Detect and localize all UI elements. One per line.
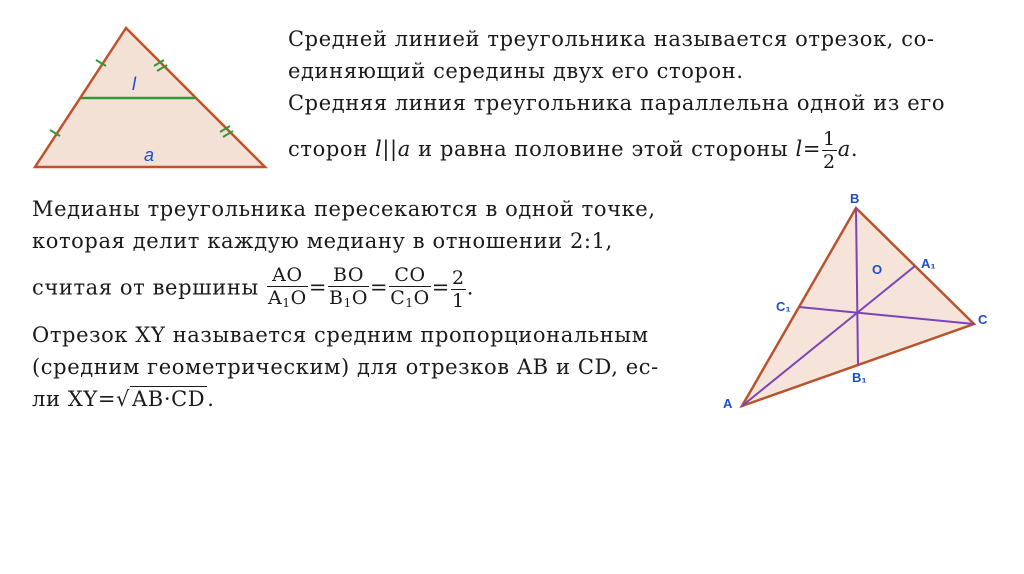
label-c: C	[978, 312, 988, 327]
medians-triangle-figure	[716, 188, 996, 418]
fraction-bo: $\frac{BO}{B_1O}$	[328, 264, 369, 314]
label-a: a	[144, 145, 155, 165]
midline-text-1: Средней линией треугольника называется отрезок, со-	[288, 27, 935, 51]
label-c1: C₁	[776, 299, 791, 314]
symbol-l: l	[375, 137, 383, 161]
radicand: AB·CD	[132, 387, 206, 411]
label-a1: A₁	[921, 256, 936, 271]
label-o: O	[872, 262, 883, 277]
medians-text-1: Медианы треугольника пересекаются в одной точке,	[32, 197, 656, 221]
midline-text-2: единяющий середины двух его сторон.	[288, 59, 744, 83]
label-b1: B₁	[852, 370, 867, 385]
fraction-co: $\frac{CO}{C_1O}$	[389, 264, 431, 314]
symbol-a-2: a	[837, 137, 851, 161]
midline-text-3: Средняя линия треугольника параллельна одной из его	[288, 91, 946, 115]
text-half: и равна половине этой стороны	[418, 137, 789, 161]
proportional-text-2: (средним геометрическим) для отрезков AB и CD, ес-	[32, 355, 659, 379]
fraction-ao: $\frac{AO}{A_1O}$	[267, 264, 308, 314]
fraction-half: $\frac{1}{2}$	[823, 128, 836, 173]
proportional-text-3: ли XY=√AB·CD.	[32, 387, 215, 411]
symbol-eq: =	[802, 137, 822, 161]
label-b: B	[850, 191, 860, 206]
medians-text-2: которая делит каждую медиану в отношении 2:1,	[32, 229, 613, 253]
symbol-parallel: ||	[382, 137, 398, 161]
medians-text-3: считая от вершины $\frac{AO}{A_1O}$ = $\frac{BO}{B_1O}$ = $\frac{CO}{C_1O}$ = $\frac{2}{1}$ .	[32, 264, 474, 314]
midline-triangle-figure	[28, 22, 272, 172]
midline-text-4: сторон l||a и равна половине этой стороны l= $\frac{1}{2}$ a.	[288, 128, 859, 173]
symbol-a: a	[397, 137, 411, 161]
symbol-l-2: l	[795, 137, 803, 161]
proportional-text-1: Отрезок XY называется средним пропорциональным	[32, 323, 649, 347]
label-l: l	[132, 74, 136, 94]
text-sides: сторон	[288, 137, 368, 161]
fraction-two-one: $\frac{2}{1}$	[452, 266, 465, 312]
sqrt-symbol: √	[116, 387, 131, 411]
label-a: A	[723, 396, 733, 411]
